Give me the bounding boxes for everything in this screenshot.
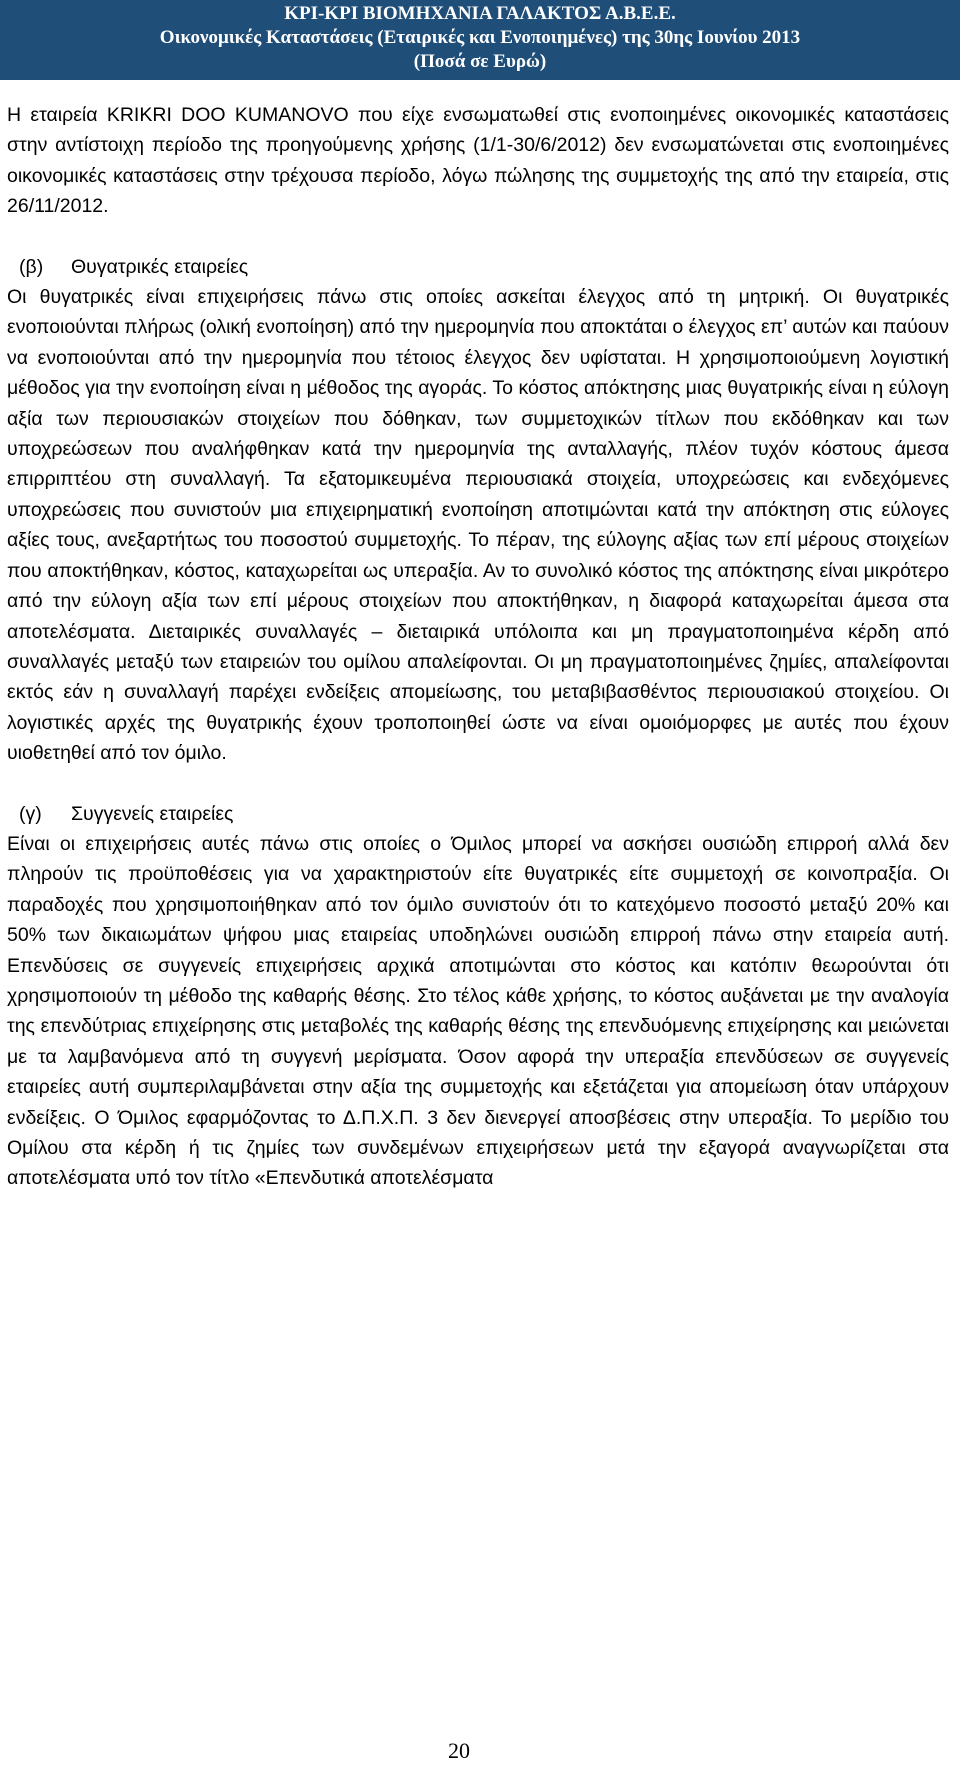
section-marker-b: (β) bbox=[19, 255, 44, 278]
section-title-associates: Συγγενείς εταιρείες bbox=[71, 802, 234, 825]
paragraph-spacer bbox=[7, 222, 949, 252]
page-header bbox=[0, 0, 960, 80]
associates-paragraph: Είναι οι επιχειρήσεις αυτές πάνω στις οποίες ο Όμιλος μπορεί να ασκήσει ουσιώδη επιρροή αλλά δεν πληρούν τις προϋποθέσεις για να χαρακτηριστούν είτε θυγατρικές είτε συμμετοχή σε κοινοπραξία. Οι παραδοχές που χρησιμοποιήθηκαν από τον όμιλο συνιστούν ότι το κατεχόμενο ποσοστό μεταξύ 20% και 50% των δικαιωμάτων ψήφου μιας εταιρείας υποδηλώνει ουσιώδη επιρροή πάνω στην εταιρεία αυτή. Επενδύσεις σε συγγενείς επιχειρήσεις αρχικά αποτιμώνται στο κόστος και κατόπιν θεωρούνται ότι χρησιμοποιούν τη μέθοδο της καθαρής θέσης. Στο τέλος κάθε χρήσης, το κόστος αυξάνεται με την αναλογία της επενδύτριας επιχείρησης στις μεταβολές της καθαρής θέσης της επενδυόμενης επιχείρησης και μειώνεται με τα λαμβανόμενα από τη συγγενή μερίσματα. Όσον αφορά την υπεραξία επενδύσεων σε συγγενείς εταιρείες αυτή συμπεριλαμβάνεται στην αξία της συμμετοχής και εξετάζεται για απομείωση όταν υπάρχουν ενδείξεις. Ο Όμιλος εφαρμόζοντας το Δ.Π.Χ.Π. 3 δεν διενεργεί αποσβέσεις στην υπεραξία. Το μερίδιο του Ομίλου στα κέρδη ή τις ζημίες των συνδεμένων επιχειρήσεων μετά την εξαγορά αναγνωρίζεται στα αποτελέσματα υπό τον τίτλο «Επενδυτικά αποτελέσματα bbox=[7, 832, 949, 1190]
section-heading-subsidiaries bbox=[7, 252, 949, 282]
intro-paragraph: Η εταιρεία KRIKRI DOO KUMANOVO που είχε ενσωματωθεί στις ενοποιημένες οικονομικές καταστάσεις στην αντίστοιχη περίοδο της προηγούμενης χρήσης (1/1-30/6/2012) δεν ενσωματώνεται στις ενοποιημένες οικονομικές καταστάσεις στην τρέχουσα περίοδο, λόγω πώλησης της συμμετοχής της από την εταιρεία, στις 26/11/2012. bbox=[7, 104, 949, 218]
document-body bbox=[7, 100, 949, 1194]
statement-title: Οικονομικές Καταστάσεις (Εταιρικές και Ενοποιημένες) της 30ης Ιουνίου 2013 bbox=[159, 27, 801, 48]
section-heading-associates bbox=[7, 799, 949, 829]
section-title-subsidiaries: Θυγατρικές εταιρείες bbox=[71, 255, 249, 278]
page-number: 20 bbox=[448, 1738, 470, 1763]
company-name: KPI-KPI ΒΙΟΜΗΧΑΝΙΑ ΓΑΛΑΚΤΟΣ Α.Β.Ε.Ε. bbox=[284, 3, 676, 24]
subsidiaries-paragraph: Οι θυγατρικές είναι επιχειρήσεις πάνω στις οποίες ασκείται έλεγχος από τη μητρική. Οι θυγατρικές ενοποιούνται πλήρως (ολική ενοποίηση) από την ημερομηνία που αποκτάται ο έλεγχος επ’ αυτών και παύουν να ενοποιούνται από την ημερομηνία που τέτοιος έλεγχος δεν υφίσταται. Η χρησιμοποιούμενη λογιστική μέθοδος για την ενοποίηση είναι η μέθοδος της αγοράς. Το κόστος απόκτησης μιας θυγατρικής είναι η εύλογη αξία των περιουσιακών στοιχείων που δόθηκαν, των συμμετοχικών τίτλων που εκδόθηκαν και των υποχρεώσεων που αναλήφθηκαν κατά την ημερομηνία της ανταλλαγής, πλέον τυχόν κόστους άμεσα επιρριπτέου στη συναλλαγή. Τα εξατομικευμένα περιουσιακά στοιχεία, υποχρεώσεις και ενδεχόμενες υποχρεώσεις που συνιστούν μια επιχειρηματική ενοποίηση αποτιμώνται κατά την απόκτηση στις εύλογες αξίες τους, ανεξαρτήτως του ποσοστού συμμετοχής. Το πέραν, της εύλογης αξίας των επί μέρους στοιχείων που αποκτήθηκαν, κόστος, καταχωρείται ως υπεραξία. Αν το συνολικό κόστος της απόκτησης είναι μικρότερο από την εύλογη αξία των επί μέρους στοιχείων που αποκτήθηκαν, η διαφορά καταχωρείται άμεσα στα αποτελέσματα. Διεταιρικές συναλλαγές – διεταιρικά υπόλοιπα και μη πραγματοποιημένα κέρδη από συναλλαγές μεταξύ των εταιρειών του ομίλου απαλείφονται. Οι μη πραγματοποιημένες ζημίες, απαλείφονται εκτός εάν η συναλλαγή παρέχει ενδείξεις απομείωσης, του μεταβιβασθέντος περιουσιακού στοιχείου. Οι λογιστικές αρχές της θυγατρικής έχουν τροποποιηθεί ώστε να είναι ομοιόμορφες με αυτές που έχουν υιοθετηθεί από τον όμιλο. bbox=[7, 286, 949, 765]
section-marker-c: (γ) bbox=[19, 802, 42, 825]
paragraph-spacer bbox=[7, 769, 949, 799]
currency-note: (Ποσά σε Ευρώ) bbox=[413, 51, 547, 72]
